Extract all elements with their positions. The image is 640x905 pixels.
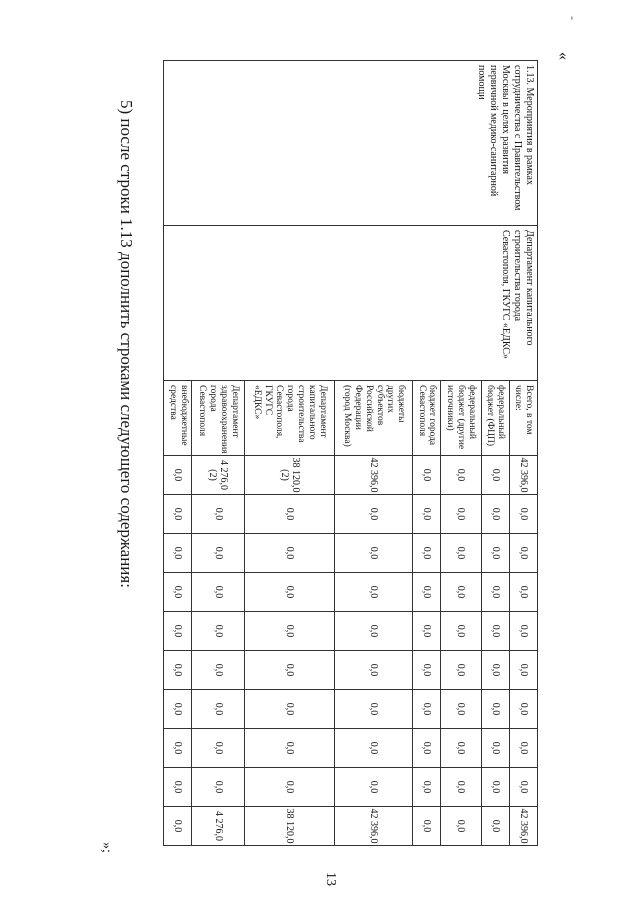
amount-cell: 42 396,0 xyxy=(335,807,413,846)
amount-cell: 4 276,0 xyxy=(192,807,245,846)
amount-cell: 0,0 xyxy=(509,729,537,768)
amount-cell: 0,0 xyxy=(192,573,245,612)
funding-source-label: внебюджетные средства xyxy=(164,381,192,456)
amount-cell: 0,0 xyxy=(412,456,440,495)
amount-cell: 0,0 xyxy=(335,495,413,534)
amount-cell: 0,0 xyxy=(245,495,335,534)
amount-cell: 0,0 xyxy=(481,768,509,807)
funding-source-label: федеральный бюджет (ФЦП) xyxy=(481,381,509,456)
scan-artifact: - xyxy=(566,16,580,20)
amount-cell: 0,0 xyxy=(245,690,335,729)
amount-cell: 0,0 xyxy=(245,534,335,573)
amount-cell: 0,0 xyxy=(164,534,192,573)
amount-cell: 0,0 xyxy=(164,768,192,807)
amount-cell: 0,0 xyxy=(441,807,482,846)
executor-cell: Департамент капитального строительства города Севастополя, ГКУГС «ЕДКС» xyxy=(164,226,538,381)
amount-cell: 0,0 xyxy=(164,651,192,690)
amount-cell: 0,0 xyxy=(481,495,509,534)
amount-cell: 0,0 xyxy=(441,768,482,807)
funding-source-label: федеральный бюджет (другие источники) xyxy=(441,381,482,456)
amount-cell: 0,0 xyxy=(164,729,192,768)
amount-cell: 0,0 xyxy=(164,573,192,612)
amount-cell: 0,0 xyxy=(441,495,482,534)
amount-cell: 0,0 xyxy=(412,534,440,573)
amount-cell: 0,0 xyxy=(192,534,245,573)
amount-cell: 0,0 xyxy=(412,690,440,729)
amount-cell: 0,0 xyxy=(335,690,413,729)
amount-cell: 0,0 xyxy=(412,651,440,690)
amount-cell: 42 396,0 xyxy=(509,807,537,846)
funding-source-label: бюджет города Севастополя xyxy=(412,381,440,456)
amount-cell: 0,0 xyxy=(509,495,537,534)
amount-cell: 0,0 xyxy=(192,768,245,807)
opening-quote-mark: « xyxy=(555,52,572,60)
funding-source-label: бюджеты других субъектов Российской Федерации (город Москва) xyxy=(335,381,413,456)
amount-cell: 0,0 xyxy=(412,729,440,768)
amount-cell: 0,0 xyxy=(164,807,192,846)
page-number: 13 xyxy=(323,872,338,886)
amount-cell: 0,0 xyxy=(335,534,413,573)
amount-cell: 0,0 xyxy=(509,768,537,807)
funding-source-label: Департамент здравоохранения города Севастополя xyxy=(192,381,245,456)
amount-cell: 0,0 xyxy=(164,456,192,495)
budget-table xyxy=(163,60,538,846)
budget-table-body xyxy=(164,61,538,846)
amount-cell: 0,0 xyxy=(335,729,413,768)
amount-cell: 0,0 xyxy=(441,456,482,495)
amount-cell: 0,0 xyxy=(509,651,537,690)
funding-source-label: Департамент капитального строительства города Севастополя, ГКУГС «ЕДКС» xyxy=(245,381,335,456)
amount-cell: 42 396,0 xyxy=(509,456,537,495)
amount-cell: 0,0 xyxy=(481,807,509,846)
amount-cell: 0,0 xyxy=(481,534,509,573)
amount-cell: 0,0 xyxy=(509,573,537,612)
amount-cell: 38 120,0 (2) xyxy=(245,456,335,495)
amount-cell: 0,0 xyxy=(441,612,482,651)
amount-cell: 0,0 xyxy=(335,612,413,651)
amount-cell: 0,0 xyxy=(412,573,440,612)
amount-cell: 0,0 xyxy=(412,495,440,534)
amount-cell: 0,0 xyxy=(412,807,440,846)
amount-cell: 0,0 xyxy=(481,612,509,651)
amount-cell: 0,0 xyxy=(509,612,537,651)
amount-cell: 0,0 xyxy=(509,690,537,729)
amount-cell: 4 276,0 (2) xyxy=(192,456,245,495)
amount-cell: 0,0 xyxy=(164,612,192,651)
amount-cell: 0,0 xyxy=(245,612,335,651)
amount-cell: 0,0 xyxy=(192,612,245,651)
closing-quote-mark: »; xyxy=(99,842,114,853)
amount-cell: 0,0 xyxy=(164,495,192,534)
amount-cell: 0,0 xyxy=(192,495,245,534)
amount-cell: 0,0 xyxy=(245,651,335,690)
amount-cell: 0,0 xyxy=(335,768,413,807)
amount-cell: 0,0 xyxy=(509,534,537,573)
amount-cell: 0,0 xyxy=(192,651,245,690)
amount-cell: 0,0 xyxy=(245,768,335,807)
amount-cell: 0,0 xyxy=(481,456,509,495)
amount-cell: 0,0 xyxy=(412,612,440,651)
amendment-caption: 5) после строки 1.13 дополнить строками следующего содержания: xyxy=(117,100,136,588)
amount-cell: 0,0 xyxy=(481,690,509,729)
amount-cell: 0,0 xyxy=(441,690,482,729)
amount-cell: 0,0 xyxy=(481,573,509,612)
measure-cell: 1.13. Мероприятия в рамках сотрудничества с Правительством Москвы в целях развития первичной медико-санитарной помощи xyxy=(164,61,538,226)
funding-source-label: Всего, в том числе: xyxy=(509,381,537,456)
amount-cell: 38 120,0 xyxy=(245,807,335,846)
amount-cell: 0,0 xyxy=(412,768,440,807)
amount-cell: 0,0 xyxy=(245,729,335,768)
amount-cell: 0,0 xyxy=(164,690,192,729)
amount-cell: 0,0 xyxy=(481,651,509,690)
amount-cell: 0,0 xyxy=(192,729,245,768)
amount-cell: 0,0 xyxy=(441,729,482,768)
amount-cell: 42 396,0 xyxy=(335,456,413,495)
amount-cell: 0,0 xyxy=(441,534,482,573)
amount-cell: 0,0 xyxy=(441,651,482,690)
amount-cell: 0,0 xyxy=(335,573,413,612)
amount-cell: 0,0 xyxy=(245,573,335,612)
amount-cell: 0,0 xyxy=(441,573,482,612)
amount-cell: 0,0 xyxy=(481,729,509,768)
amount-cell: 0,0 xyxy=(335,651,413,690)
table-row xyxy=(509,61,537,846)
amount-cell: 0,0 xyxy=(192,690,245,729)
